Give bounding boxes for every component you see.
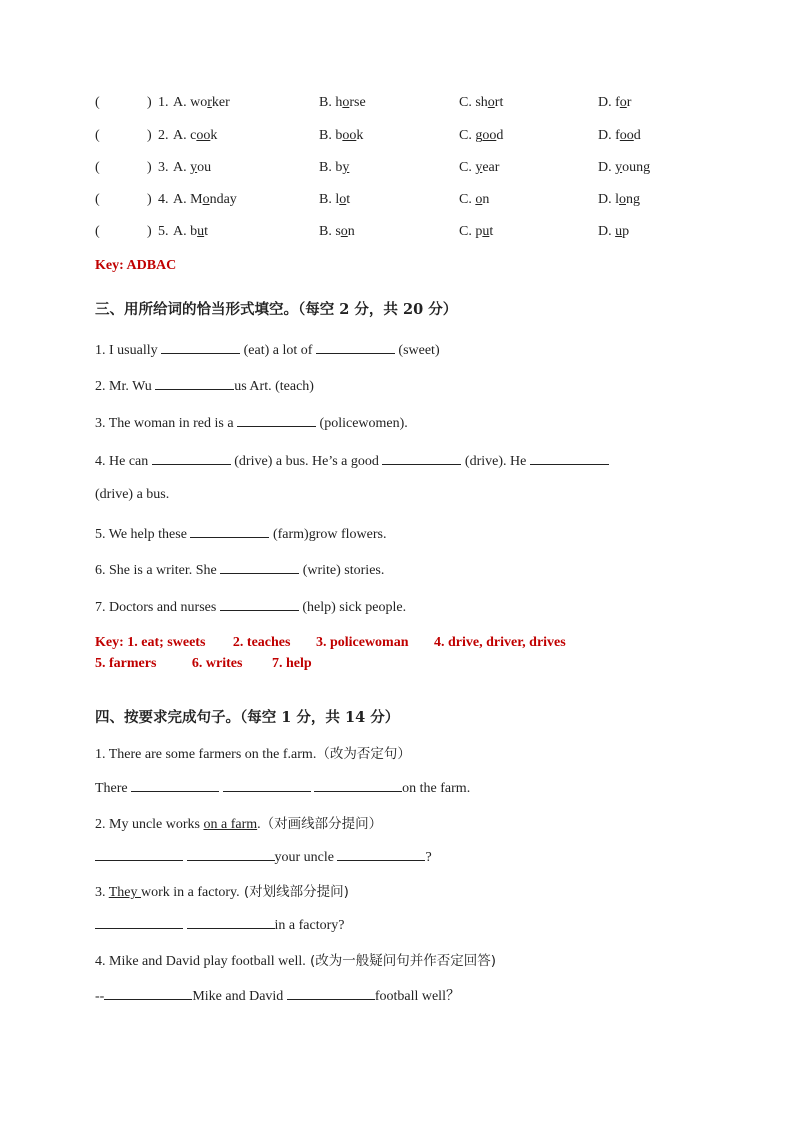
key-item: 6. writes <box>191 656 243 671</box>
instruction: （对画线部分提问） <box>260 816 383 832</box>
fill-question-6 <box>95 560 384 579</box>
answer-blank[interactable] <box>187 847 275 861</box>
answer-blank[interactable] <box>190 524 269 538</box>
question-text: 2. Mr. Wu <box>95 379 152 394</box>
instruction: （改为否定句） <box>316 746 411 762</box>
answer-blank[interactable] <box>187 915 275 929</box>
answer-suffix: ? <box>425 850 432 865</box>
option-c: C. good <box>459 128 504 143</box>
answer-suffix: on the farm. <box>402 781 471 796</box>
rewrite-answer-4 <box>95 985 460 1005</box>
key-item: 3. policewoman <box>315 635 409 650</box>
question-text: 6. She is a writer. She <box>95 563 217 578</box>
option-a: A. Monday <box>173 192 237 207</box>
answer-prefix: -- <box>95 989 105 1004</box>
answer-blank[interactable] <box>161 340 240 354</box>
close-paren: ) <box>147 160 152 175</box>
fill-question-2 <box>95 376 314 395</box>
hint-word: (policewomen). <box>319 416 408 431</box>
rewrite-question-3 <box>95 880 349 901</box>
fill-question-3 <box>95 413 408 432</box>
close-paren: ) <box>147 128 152 143</box>
answer-blank[interactable] <box>95 915 183 929</box>
question-text: 3. The woman in red is a <box>95 416 234 431</box>
open-paren: ( <box>95 224 100 239</box>
option-c: C. put <box>459 224 494 239</box>
key-item: 7. help <box>271 656 312 671</box>
open-paren: ( <box>95 95 100 110</box>
answer-suffix: football well？ <box>374 989 460 1004</box>
question-number: 3. <box>95 885 109 900</box>
option-b: B. son <box>319 224 355 239</box>
open-paren: ( <box>95 128 100 143</box>
question-row <box>95 95 695 115</box>
section4-heading: 四、按要求完成句子。（每空 1 分，共 14 分） <box>95 709 400 726</box>
hint-word: (farm)grow flowers. <box>272 527 387 542</box>
close-paren: ) <box>147 95 152 110</box>
question-text: . <box>257 817 261 832</box>
rewrite-question-4 <box>95 949 496 970</box>
question-row <box>95 160 695 180</box>
question-number: 2. <box>158 128 169 143</box>
question-text: 7. Doctors and nurses <box>95 600 217 615</box>
question-text: 4. He can <box>95 454 149 469</box>
question-text: 5. We help these <box>95 527 187 542</box>
rewrite-answer-2 <box>95 847 432 866</box>
answer-blank[interactable] <box>223 778 311 792</box>
option-b: B. by <box>319 160 350 175</box>
option-a: A. you <box>173 160 212 175</box>
option-d: D. long <box>598 192 641 207</box>
option-d: D. for <box>598 95 632 110</box>
hint-word: (sweet) <box>398 343 440 358</box>
close-paren: ) <box>147 192 152 207</box>
answer-blank[interactable] <box>237 413 316 427</box>
question-row <box>95 224 695 244</box>
key-item: Key: 1. eat; sweets <box>95 635 206 650</box>
answer-text: your uncle <box>274 850 334 865</box>
answer-blank[interactable] <box>530 451 609 465</box>
question-text: (drive). He <box>464 454 527 469</box>
question-text: 1. There are some farmers on the f.arm. <box>95 747 317 762</box>
option-b: B. lot <box>319 192 351 207</box>
question-text: (drive) a bus. He’s a good <box>234 454 379 469</box>
rewrite-question-1 <box>95 742 411 763</box>
question-text: 4. Mike and David play football well. <box>95 954 306 969</box>
question-number: 1. <box>158 95 169 110</box>
option-b: B. book <box>319 128 364 143</box>
answer-prefix: There <box>95 781 128 796</box>
answer-suffix: in a factory? <box>274 918 345 933</box>
instruction: (对划线部分提问) <box>239 884 349 900</box>
answer-text: Mike and David <box>192 989 284 1004</box>
option-c: C. on <box>459 192 490 207</box>
close-paren: ) <box>147 224 152 239</box>
open-paren: ( <box>95 192 100 207</box>
option-c: C. short <box>459 95 504 110</box>
question-text: (eat) a lot of <box>243 343 313 358</box>
open-paren: ( <box>95 160 100 175</box>
question-text: work in a factory. <box>141 885 240 900</box>
answer-blank[interactable] <box>220 597 299 611</box>
option-d: D. food <box>598 128 641 143</box>
answer-blank[interactable] <box>152 451 231 465</box>
option-a: A. worker <box>173 95 230 110</box>
answer-blank[interactable] <box>337 847 425 861</box>
question-row <box>95 128 695 148</box>
option-d: D. young <box>598 160 651 175</box>
answer-blank[interactable] <box>131 778 219 792</box>
answer-blank[interactable] <box>155 376 234 390</box>
answer-blank[interactable] <box>220 560 299 574</box>
question-number: 4. <box>158 192 169 207</box>
question-number: 5. <box>158 224 169 239</box>
fill-question-5 <box>95 524 386 543</box>
fill-question-7 <box>95 597 406 616</box>
fill-question-1 <box>95 340 440 359</box>
underlined-phrase: on a farm <box>203 817 258 832</box>
answer-key-section3-line2 <box>95 656 312 672</box>
question-row <box>95 192 695 212</box>
hint-word: (help) sick people. <box>302 600 407 615</box>
underlined-phrase: They <box>108 885 142 900</box>
rewrite-answer-3 <box>95 915 344 934</box>
answer-blank[interactable] <box>287 986 375 1000</box>
answer-blank[interactable] <box>104 986 192 1000</box>
key-item: 2. teaches <box>232 635 291 650</box>
answer-blank[interactable] <box>316 340 395 354</box>
option-d: D. up <box>598 224 630 239</box>
answer-blank[interactable] <box>95 847 183 861</box>
answer-key-section2: Key: ADBAC <box>95 258 177 273</box>
instruction: (改为一般疑问句并作否定回答) <box>305 953 497 969</box>
section3-heading: 三、用所给词的恰当形式填空。（每空 2 分，共 20 分） <box>95 301 458 318</box>
option-a: A. cook <box>173 128 218 143</box>
question-text: us Art. (teach) <box>234 379 314 394</box>
hint-word: (write) stories. <box>302 563 385 578</box>
fill-question-4-continued: (drive) a bus. <box>95 487 170 502</box>
answer-blank[interactable] <box>382 451 461 465</box>
rewrite-answer-1 <box>95 778 470 797</box>
question-number: 3. <box>158 160 169 175</box>
question-text: 1. I usually <box>95 343 158 358</box>
question-text: 2. My uncle works <box>95 817 204 832</box>
rewrite-question-2 <box>95 812 382 833</box>
fill-question-4 <box>95 451 609 470</box>
answer-blank[interactable] <box>314 778 402 792</box>
option-c: C. year <box>459 160 500 175</box>
option-a: A. but <box>173 224 209 239</box>
key-item: 5. farmers <box>95 656 157 671</box>
answer-key-section3-line1 <box>95 635 566 651</box>
option-b: B. horse <box>319 95 366 110</box>
key-item: 4. drive, driver, drives <box>434 635 566 650</box>
